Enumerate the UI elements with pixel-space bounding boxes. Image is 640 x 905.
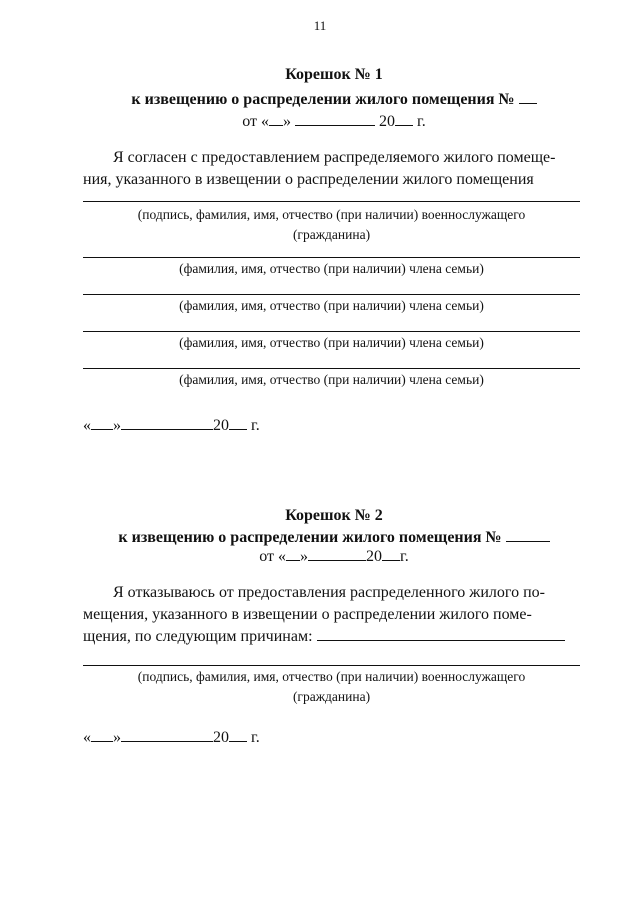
stub2-signature-caption-line2: (гражданина) (292, 689, 371, 704)
stub1-subtitle (0, 89, 640, 109)
stub1-date-from-label: от « (242, 113, 269, 130)
stub1-sign-date (83, 415, 260, 435)
stub2-title: Корешок № 2 (285, 507, 383, 524)
stub1-family-line-3[interactable] (83, 331, 580, 332)
stub1-year-field[interactable] (395, 111, 413, 126)
stub1-sign-day-field[interactable] (91, 415, 113, 430)
stub1-year-suffix: г. (417, 113, 426, 130)
stub2-year-prefix: 20 (366, 548, 382, 565)
stub1-signature-caption-line2: (гражданина) (292, 227, 371, 242)
stub2-signature-caption-line1: (подпись, фамилия, имя, отчество (при наличии) военнослужащего (137, 669, 526, 684)
stub2-year-field[interactable] (382, 546, 400, 561)
stub2-sign-day-field[interactable] (91, 727, 113, 742)
stub1-family-line-1[interactable] (83, 257, 580, 258)
stub2-date-quote: » (300, 548, 308, 565)
stub2-date-line (0, 546, 640, 566)
stub1-sign-year-prefix: 20 (213, 417, 229, 434)
stub1-year-prefix: 20 (379, 113, 395, 130)
stub1-family-caption-1: (фамилия, имя, отчество (при наличии) члена семьи) (179, 261, 484, 276)
stub2-year-suffix: г. (400, 548, 409, 565)
stub1-sign-month-field[interactable] (121, 415, 213, 430)
stub1-title: Корешок № 1 (285, 66, 383, 83)
stub1-signature-caption (83, 205, 580, 245)
stub1-sign-date-close: » (113, 417, 121, 434)
stub1-paragraph (83, 147, 580, 191)
stub1-signature-caption-line1: (подпись, фамилия, имя, отчество (при наличии) военнослужащего (137, 207, 526, 222)
stub1-family-line-4[interactable] (83, 368, 580, 369)
stub2-sign-year-prefix: 20 (213, 729, 229, 746)
stub2-paragraph-line3: щения, по следующим причинам: (83, 628, 313, 645)
page-number: 11 (313, 18, 327, 33)
stub2-notice-number-field[interactable] (506, 527, 550, 542)
stub1-family-caption-3: (фамилия, имя, отчество (при наличии) члена семьи) (179, 335, 484, 350)
stub1-family-caption-2: (фамилия, имя, отчество (при наличии) члена семьи) (179, 298, 484, 313)
stub2-paragraph-line2: мещения, указанного в извещении о распределении жилого поме- (83, 606, 532, 623)
stub2-sign-date-close: » (113, 729, 121, 746)
stub2-month-field[interactable] (308, 546, 366, 561)
stub2-sign-month-field[interactable] (121, 727, 213, 742)
stub1-sign-date-open: « (83, 417, 91, 434)
stub1-subtitle-text: к извещению о распределении жилого помещения № (131, 91, 515, 108)
stub2-signature-line[interactable] (83, 665, 580, 666)
stub1-date-line (0, 111, 640, 131)
stub2-sign-date-open: « (83, 729, 91, 746)
stub1-family-caption-4: (фамилия, имя, отчество (при наличии) члена семьи) (179, 372, 484, 387)
stub2-subtitle-text: к извещению о распределении жилого помещения № (118, 529, 502, 546)
stub1-sign-year-suffix: г. (251, 417, 260, 434)
stub1-paragraph-line2: ния, указанного в извещении о распределении жилого помещения (83, 171, 534, 188)
stub2-subtitle (0, 527, 640, 547)
stub1-sign-year-field[interactable] (229, 415, 247, 430)
stub2-signature-caption (83, 667, 580, 707)
stub1-day-field[interactable] (269, 111, 283, 126)
stub1-family-line-2[interactable] (83, 294, 580, 295)
stub2-sign-year-field[interactable] (229, 727, 247, 742)
stub2-date-from-label: от « (259, 548, 286, 565)
stub1-date-quote: » (283, 113, 291, 130)
stub1-month-field[interactable] (295, 111, 375, 126)
stub2-paragraph (83, 582, 580, 648)
stub2-sign-year-suffix: г. (251, 729, 260, 746)
stub1-paragraph-line1: Я согласен с предоставлением распределяемого жилого помеще- (113, 149, 556, 166)
stub2-paragraph-line1: Я отказываюсь от предоставления распределенного жилого по- (113, 584, 545, 601)
stub1-signature-line[interactable] (83, 201, 580, 202)
stub2-sign-date (83, 727, 260, 747)
stub1-notice-number-field[interactable] (519, 89, 537, 104)
stub2-day-field[interactable] (286, 546, 300, 561)
stub2-reasons-field[interactable] (317, 626, 565, 641)
